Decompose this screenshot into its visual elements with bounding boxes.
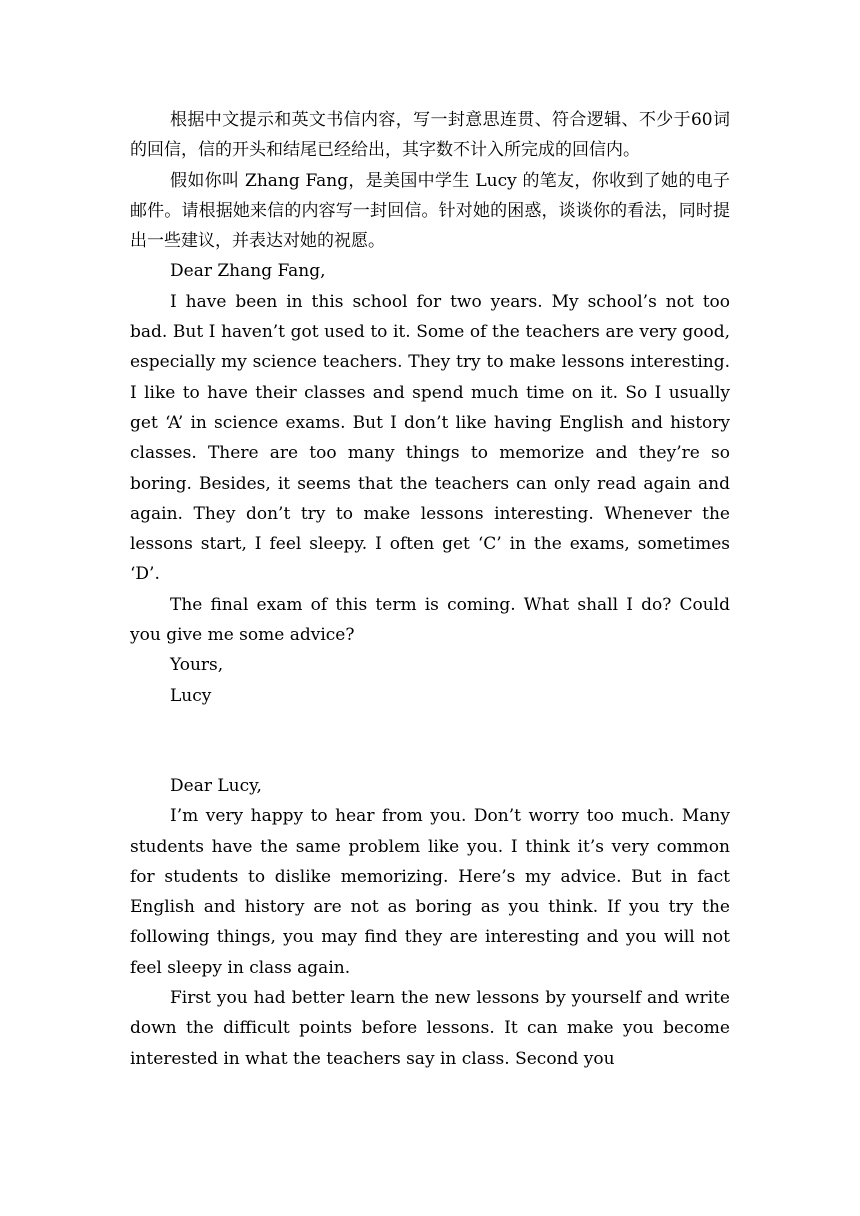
lucy-closing: Yours, — [170, 655, 224, 676]
instruction-paragraph-2: 假如你叫 Zhang Fang，是美国中学生 Lucy 的笔友，你收到了她的电子邮件。请根据她来信的内容写一封回信。针对她的困惑，谈谈你的看法，同时提出一些建议，并表达对她的祝愿。 — [130, 170, 730, 252]
reply-body-paragraph-2: First you had better learn the new lessons by yourself and write down the difficult points before lessons. It can make you become interested in what the teachers say in class. Second you — [130, 988, 730, 1069]
instruction-paragraph-1: 根据中文提示和英文书信内容，写一封意思连贯、符合逻辑、不少于60词的回信，信的开头和结尾已经给出，其字数不计入所完成的回信内。 — [130, 110, 730, 161]
blank-space — [130, 711, 730, 771]
lucy-greeting: Dear Zhang Fang, — [170, 261, 326, 282]
reply-greeting: Dear Lucy, — [170, 775, 262, 796]
lucy-body-paragraph-1: I have been in this school for two years. My school’s not too bad. But I haven’t got used to it. Some of the teachers are very good, especially my science teachers. They try to make lessons interesting. I like to have their classes and spend much time on it. So I usually get ‘A’ in science exams. But I don’t like having English and history classes. There are too many things to memorize and they’re so boring. Besides, it seems that the teachers can only read again and again. They don’t try to make lessons interesting. Whenever the lessons start, I feel sleepy. I often get ‘C’ in the exams, sometimes ‘D’. — [130, 291, 730, 585]
reply-body-paragraph-1: I’m very happy to hear from you. Don’t worry too much. Many students have the same problem like you. I think it’s very common for students to dislike memorizing. Here’s my advice. But in fact English and history are not as boring as you think. If you try the following things, you may find they are interesting and you will not feel sleepy in class again. — [130, 806, 730, 978]
lucy-signature: Lucy — [170, 685, 212, 706]
document-page — [130, 105, 730, 1074]
lucy-body-paragraph-2: The final exam of this term is coming. What shall I do? Could you give me some advice? — [130, 594, 730, 646]
